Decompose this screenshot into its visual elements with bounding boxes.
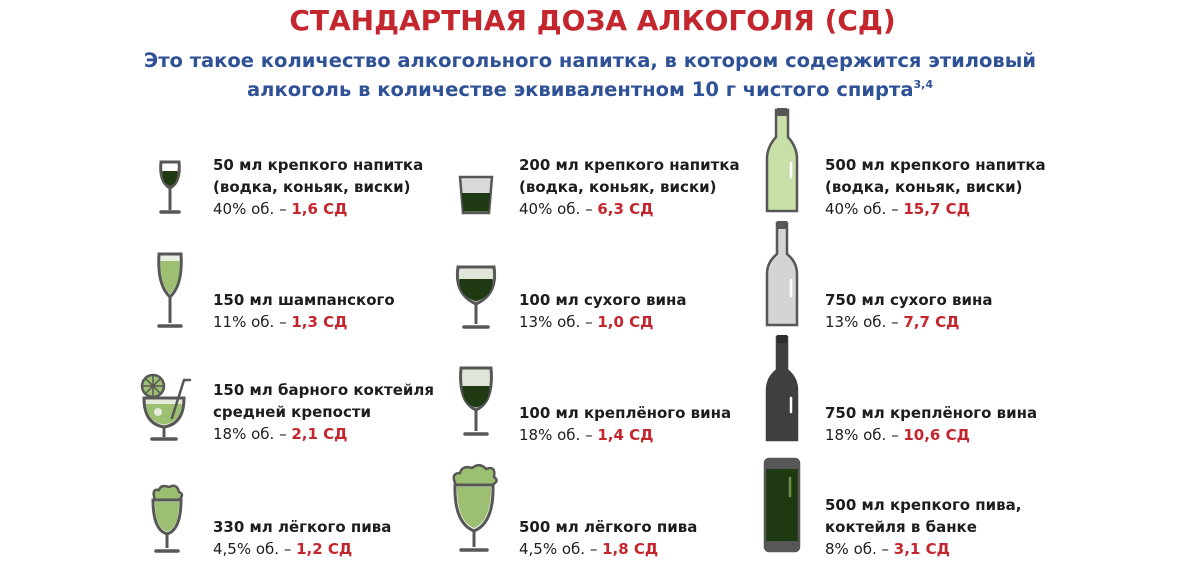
item-abv: 40% об. – — [825, 200, 904, 218]
wine-glass-icon — [451, 262, 501, 332]
beer-can-icon — [762, 456, 802, 554]
item-volume: 150 мл барного коктейля — [213, 381, 435, 399]
item-abv: 40% об. – — [519, 200, 598, 218]
item-abv: 4,5% об. – — [519, 540, 603, 558]
item-abv: 18% об. – — [213, 425, 292, 443]
item-volume: 200 мл крепкого напитка — [519, 156, 740, 174]
item-abv: 11% об. – — [213, 313, 292, 331]
item-abv: 8% об. – — [825, 540, 894, 558]
item-dose: 1,3 СД — [291, 313, 348, 331]
item-volume: 100 мл креплёного вина — [519, 404, 732, 422]
tumbler-glass-icon — [456, 173, 496, 217]
item-dose: 1,0 СД — [597, 313, 654, 331]
item-dose: 3,1 СД — [893, 540, 950, 558]
item-volume: 750 мл сухого вина — [825, 291, 993, 309]
item-abv: 13% об. – — [519, 313, 598, 331]
item-dose: 1,2 СД — [296, 540, 353, 558]
wine-bottle-icon — [762, 220, 802, 330]
footnote-ref: 3,4 — [913, 78, 933, 91]
subtitle-line-2: алкоголь в количестве эквивалентном 10 г чистого спирта — [247, 78, 914, 101]
item-abv: 13% об. – — [825, 313, 904, 331]
page-title: СТАНДАРТНАЯ ДОЗА АЛКОГОЛЯ (СД) — [289, 4, 896, 37]
spirit-bottle-icon — [762, 107, 802, 217]
subtitle-line-1: Это такое количество алкогольного напитка, в котором содержится этиловый — [143, 49, 1037, 72]
item-abv: 40% об. – — [213, 200, 292, 218]
cocktail-glass-icon — [136, 372, 194, 444]
item-dose: 1,8 СД — [602, 540, 659, 558]
item-volume: 750 мл креплёного вина — [825, 404, 1038, 422]
item-description: средней крепости — [213, 403, 372, 421]
item-volume: 500 мл крепкого пива, — [825, 496, 1022, 514]
beer-glass-small-icon — [145, 484, 189, 558]
dark-wine-bottle-icon — [762, 334, 802, 444]
item-description: (водка, коньяк, виски) — [519, 178, 717, 196]
item-volume: 50 мл крепкого напитка — [213, 156, 424, 174]
item-dose: 15,7 СД — [903, 200, 970, 218]
item-dose: 7,7 СД — [903, 313, 960, 331]
wine-glass-small-icon — [150, 158, 190, 216]
champagne-flute-icon — [150, 251, 190, 331]
item-description: (водка, коньяк, виски) — [213, 178, 411, 196]
item-volume: 330 мл лёгкого пива — [213, 518, 392, 536]
item-dose: 1,6 СД — [291, 200, 348, 218]
item-abv: 18% об. – — [519, 426, 598, 444]
item-dose: 6,3 СД — [597, 200, 654, 218]
item-volume: 500 мл лёгкого пива — [519, 518, 698, 536]
item-description: коктейля в банке — [825, 518, 977, 536]
item-volume: 100 мл сухого вина — [519, 291, 687, 309]
page-subtitle — [60, 46, 1120, 104]
fortified-wine-glass-icon — [454, 364, 498, 440]
beer-glass-large-icon — [446, 463, 502, 558]
item-volume: 500 мл крепкого напитка — [825, 156, 1046, 174]
item-description: (водка, коньяк, виски) — [825, 178, 1023, 196]
item-volume: 150 мл шампанского — [213, 291, 395, 309]
item-abv: 4,5% об. – — [213, 540, 297, 558]
item-dose: 1,4 СД — [597, 426, 654, 444]
item-dose: 2,1 СД — [291, 425, 348, 443]
item-abv: 18% об. – — [825, 426, 904, 444]
item-dose: 10,6 СД — [903, 426, 970, 444]
